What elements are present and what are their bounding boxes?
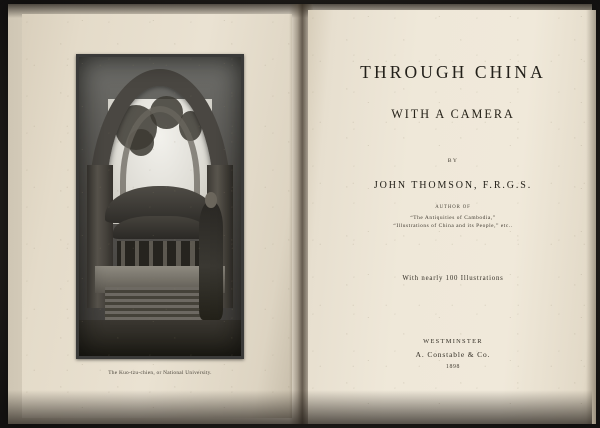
temple-roof-lower	[113, 216, 208, 239]
illustrations-note: With nearly 100 Illustrations	[402, 274, 504, 282]
title-block	[326, 62, 580, 370]
book-bottom-shadow	[8, 390, 592, 424]
page-title: THROUGH CHINA	[360, 62, 546, 82]
author-work-item: “Illustrations of China and its People,” etc..	[393, 223, 513, 230]
plate-image	[79, 57, 241, 356]
by-label: BY	[447, 158, 459, 164]
publication-year: 1898	[446, 363, 460, 370]
author-name: JOHN THOMSON, F.R.G.S.	[373, 180, 533, 191]
publisher-name: A. Constable & Co.	[415, 349, 491, 359]
open-book	[8, 4, 592, 424]
publication-place: WESTMINSTER	[423, 337, 483, 345]
plate-caption: The Kuo-tzu-chien, or National University.	[108, 370, 212, 376]
left-page	[22, 14, 292, 418]
author-of-label: AUTHOR OF	[435, 205, 471, 210]
author-works-list	[326, 214, 580, 231]
foreground-ground	[79, 320, 241, 356]
page-subtitle: WITH A CAMERA	[391, 107, 515, 121]
temple-hall	[111, 186, 210, 276]
photogravure-plate	[76, 54, 244, 359]
author-work-item: “The Antiquities of Cambodia,”	[410, 215, 496, 221]
page-edge-shadow	[586, 10, 596, 424]
figure-head	[205, 192, 217, 208]
standing-figure	[199, 201, 223, 321]
right-page	[308, 10, 596, 424]
